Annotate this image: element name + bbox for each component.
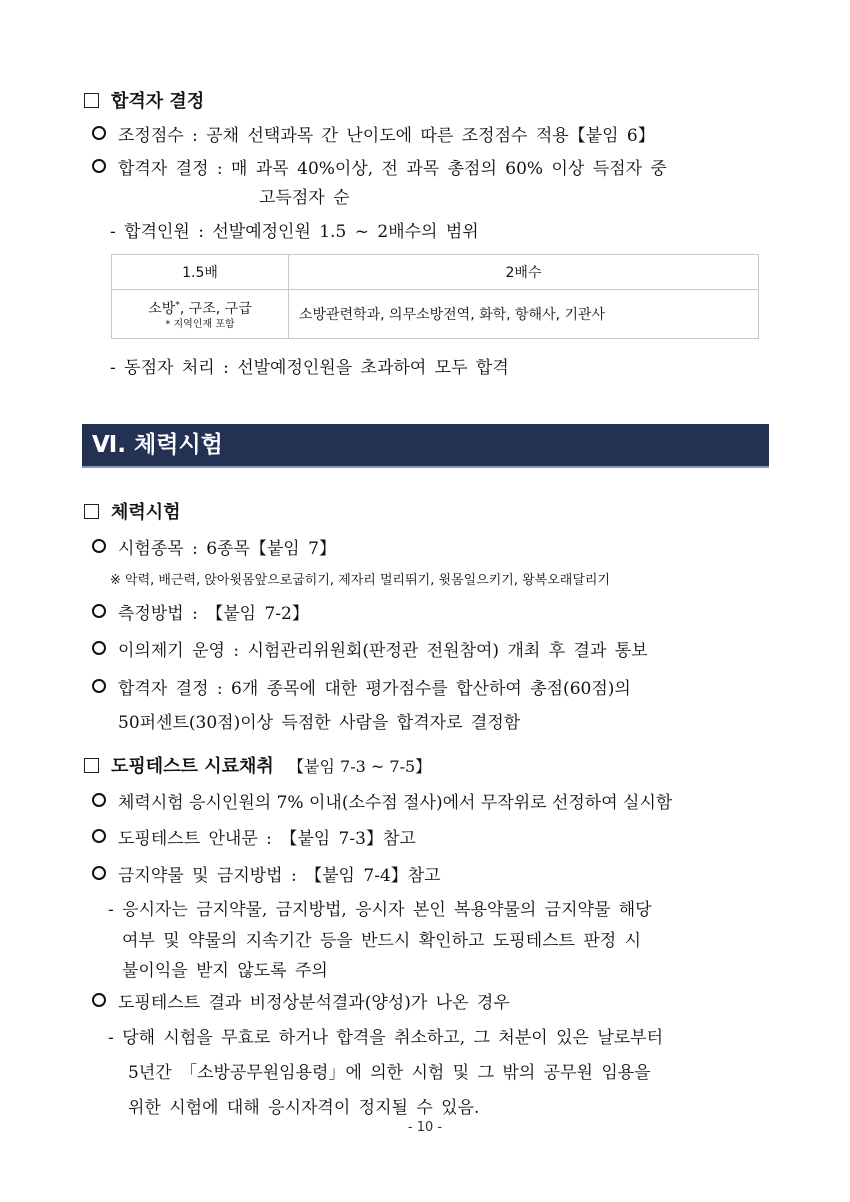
bullet-pass-decision: 합격자 결정 : 매 과목 40%이상, 전 과목 총점의 60% 이상 득점자 중 bbox=[92, 157, 667, 181]
chapter-title: Ⅵ. 체력시험 bbox=[92, 432, 223, 458]
prohibited-sub-line2: 여부 및 약물의 지속기간 등을 반드시 확인하고 도핑테스트 판정 시 bbox=[122, 931, 642, 951]
table-header-2x: 2배수 bbox=[289, 255, 759, 290]
bullet-objection: 이의제기 운영 : 시험관리위원회(판정관 전원참여) 개최 후 결과 통보 bbox=[92, 639, 648, 663]
bullet-abnormal-result: 도핑테스트 결과 비정상분석결과(양성)가 나온 경우 bbox=[92, 991, 510, 1015]
table-cell-1-5x bbox=[112, 290, 289, 339]
cell-value-fire: 소방 bbox=[148, 300, 176, 317]
circle-bullet-icon bbox=[92, 993, 106, 1007]
circle-bullet-icon bbox=[92, 604, 106, 618]
circle-bullet-icon bbox=[92, 793, 106, 807]
bullet-test-events: 시험종목 : 6종목【붙임 7】 bbox=[92, 537, 336, 561]
table-header-1-5x: 1.5배 bbox=[112, 255, 289, 290]
table-header-row bbox=[112, 255, 759, 290]
pass-count-item: - 합격인원 : 선발예정인원 1.5 ~ 2배수의 범위 bbox=[110, 222, 479, 242]
doping-heading-ref: 【붙임 7-3 ~ 7-5】 bbox=[288, 757, 432, 776]
circle-bullet-icon bbox=[92, 866, 106, 880]
bullet-adjusted-score: 조정점수 : 공채 선택과목 간 난이도에 따른 조정점수 적용【붙임 6】 bbox=[92, 124, 655, 148]
bullet-prohibited-substances: 금지약물 및 금지방법 : 【붙임 7-4】참고 bbox=[92, 864, 441, 888]
bullet-pass-decision-cont: 고득점자 순 bbox=[259, 188, 350, 208]
abnormal-sub-line3: 위한 시험에 대해 응시자격이 정지될 수 있음. bbox=[128, 1098, 480, 1118]
checkbox-square-icon bbox=[84, 758, 99, 773]
cell-asterisk: * bbox=[175, 299, 180, 310]
circle-bullet-icon bbox=[92, 126, 106, 140]
table-row bbox=[112, 290, 759, 339]
section-heading-physical-test: 체력시험 bbox=[84, 501, 181, 525]
chapter-banner bbox=[82, 424, 769, 468]
bullet-doping-sampling: 체력시험 응시인원의 7% 이내(소수점 절사)에서 무작위로 선정하여 실시함 bbox=[92, 791, 672, 815]
pass-ratio-table bbox=[111, 254, 759, 339]
section-heading-doping-test: 도핑테스트 시료채취 【붙임 7-3 ~ 7-5】 bbox=[84, 755, 431, 779]
abnormal-sub-line1: - 당해 시험을 무효로 하거나 합격을 취소하고, 그 처분이 있은 날로부터 bbox=[108, 1028, 664, 1048]
circle-bullet-icon bbox=[92, 641, 106, 655]
circle-bullet-icon bbox=[92, 159, 106, 173]
test-events-note: ※ 악력, 배근력, 앉아윗몸앞으로굽히기, 제자리 멀리뛰기, 윗몸일으키기, 왕복오래달리기 bbox=[110, 573, 611, 588]
circle-bullet-icon bbox=[92, 679, 106, 693]
tie-handling-item: - 동점자 처리 : 선발예정인원을 초과하여 모두 합격 bbox=[110, 358, 509, 378]
cell-footnote: * 지역인재 포함 bbox=[165, 318, 235, 330]
circle-bullet-icon bbox=[92, 829, 106, 843]
physical-pass-decision-cont: 50퍼센트(30점)이상 득점한 사람을 합격자로 결정함 bbox=[118, 713, 521, 733]
abnormal-sub-line2: 5년간 「소방공무원임용령」에 의한 시험 및 그 밖의 공무원 임용을 bbox=[128, 1063, 651, 1083]
bullet-doping-guide: 도핑테스트 안내문 : 【붙임 7-3】참고 bbox=[92, 827, 416, 851]
bullet-measure-method: 측정방법 : 【붙임 7-2】 bbox=[92, 602, 309, 626]
checkbox-square-icon bbox=[84, 93, 99, 108]
checkbox-square-icon bbox=[84, 504, 99, 519]
cell-value-rest: , 구조, 구급 bbox=[179, 300, 252, 317]
prohibited-sub-line1: - 응시자는 금지약물, 금지방법, 응시자 본인 복용약물의 금지약물 해당 bbox=[108, 900, 652, 920]
table-cell-2x: 소방관련학과, 의무소방전역, 화학, 항해사, 기관사 bbox=[289, 290, 759, 339]
section-heading-pass-decision: 합격자 결정 bbox=[84, 90, 204, 114]
prohibited-sub-line3: 불이익을 받지 않도록 주의 bbox=[122, 961, 328, 981]
page-number: - 10 - bbox=[407, 1120, 443, 1135]
bullet-physical-pass-decision: 합격자 결정 : 6개 종목에 대한 평가점수를 합산하여 총점(60점)의 bbox=[92, 677, 631, 701]
circle-bullet-icon bbox=[92, 539, 106, 553]
